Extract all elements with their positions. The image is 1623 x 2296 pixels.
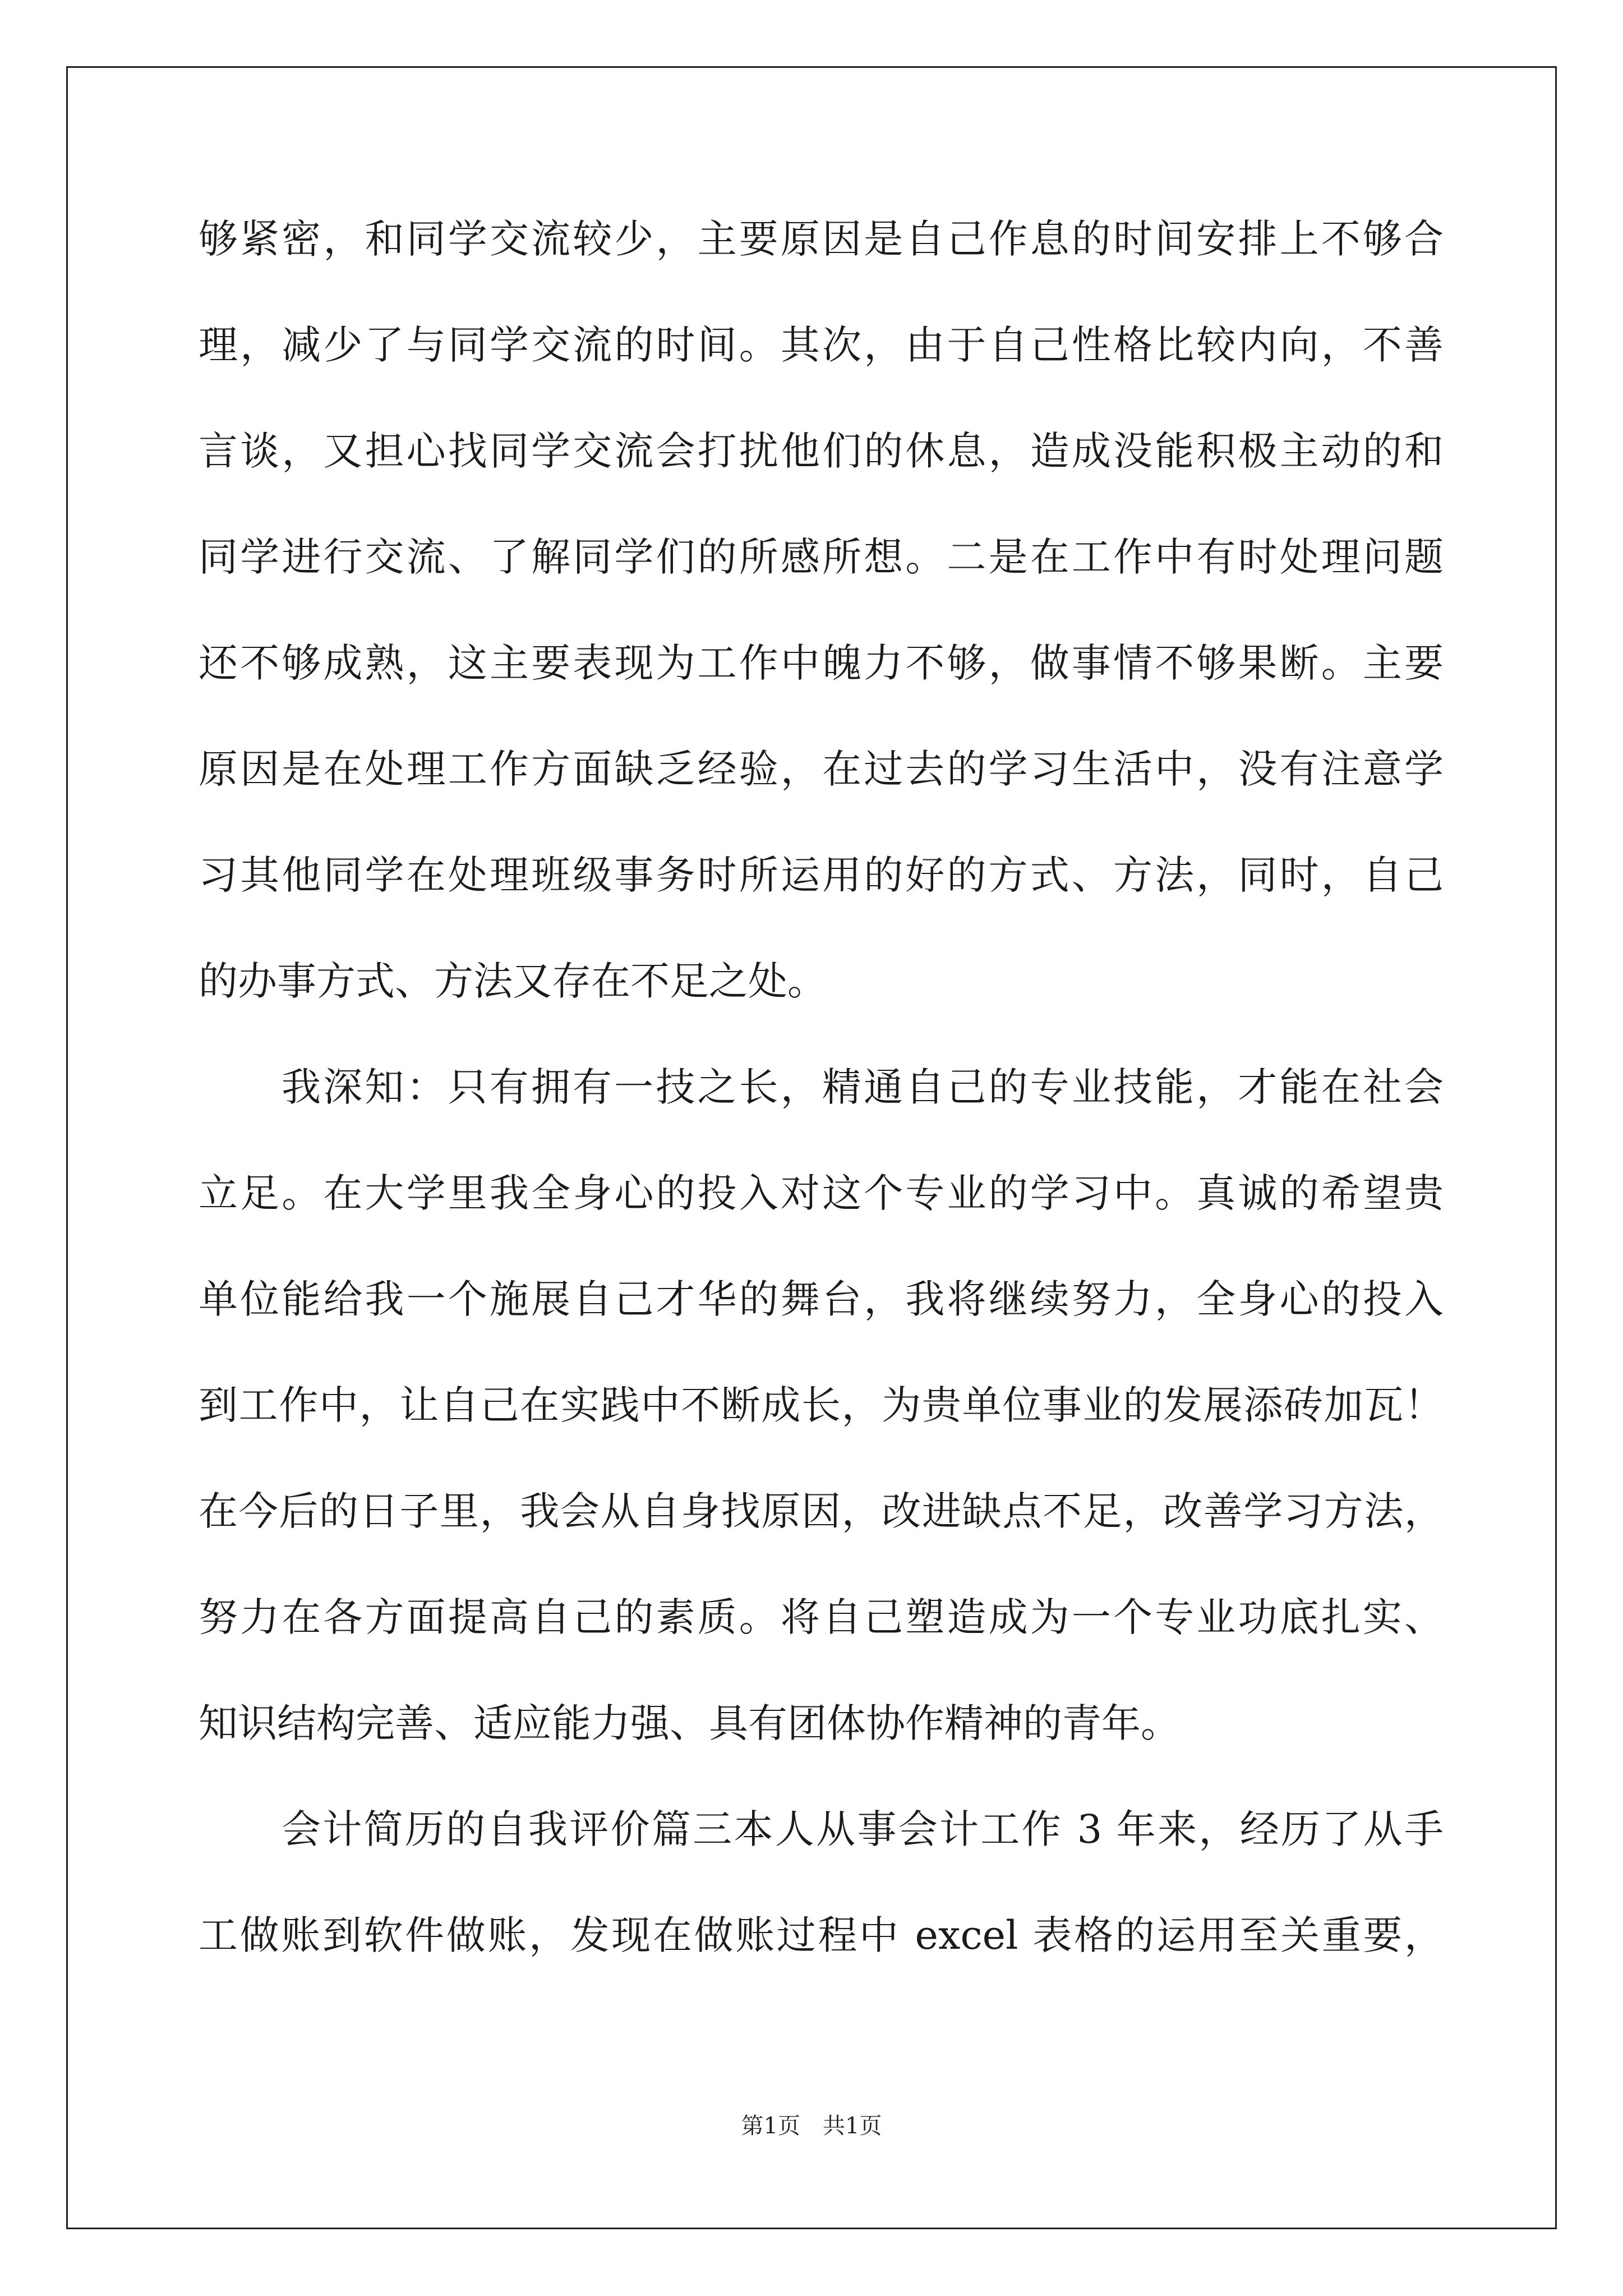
text-line: 工做账到软件做账，发现在做账过程中 excel 表格的运用至关重要， xyxy=(199,1912,1444,1958)
text-line: 原因是在处理工作方面缺乏经验，在过去的学习生活中，没有注意学 xyxy=(199,746,1444,792)
page-footer: 第1页 共1页 xyxy=(741,2113,882,2139)
text-line: 理，减少了与同学交流的时间。其次，由于自己性格比较内向，不善 xyxy=(199,322,1444,368)
document-body xyxy=(199,213,1444,2016)
text-line: 会计简历的自我评价篇三本人从事会计工作 3 年来，经历了从手 xyxy=(282,1806,1444,1852)
text-line: 知识结构完善、适应能力强、具有团体协作精神的青年。 xyxy=(199,1700,1180,1746)
text-line: 习其他同学在处理班级事务时所运用的好的方式、方法，同时，自己 xyxy=(199,852,1444,898)
text-line: 我深知：只有拥有一技之长，精通自己的专业技能，才能在社会 xyxy=(282,1064,1444,1110)
text-line: 到工作中，让自己在实践中不断成长，为贵单位事业的发展添砖加瓦！ xyxy=(199,1382,1444,1428)
text-line: 在今后的日子里，我会从自身找原因，改进缺点不足，改善学习方法， xyxy=(199,1488,1444,1534)
text-line: 单位能给我一个施展自己才华的舞台，我将继续努力，全身心的投入 xyxy=(199,1276,1444,1322)
text-line: 够紧密，和同学交流较少，主要原因是自己作息的时间安排上不够合 xyxy=(199,216,1444,262)
text-line: 努力在各方面提高自己的素质。将自己塑造成为一个专业功底扎实、 xyxy=(199,1594,1444,1640)
text-line: 同学进行交流、了解同学们的所感所想。二是在工作中有时处理问题 xyxy=(199,534,1444,580)
text-line: 立足。在大学里我全身心的投入对这个专业的学习中。真诚的希望贵 xyxy=(199,1170,1444,1216)
text-line: 还不够成熟，这主要表现为工作中魄力不够，做事情不够果断。主要 xyxy=(199,640,1444,686)
text-line: 言谈，又担心找同学交流会打扰他们的休息，造成没能积极主动的和 xyxy=(199,428,1444,474)
text-line: 的办事方式、方法又存在不足之处。 xyxy=(199,958,827,1004)
